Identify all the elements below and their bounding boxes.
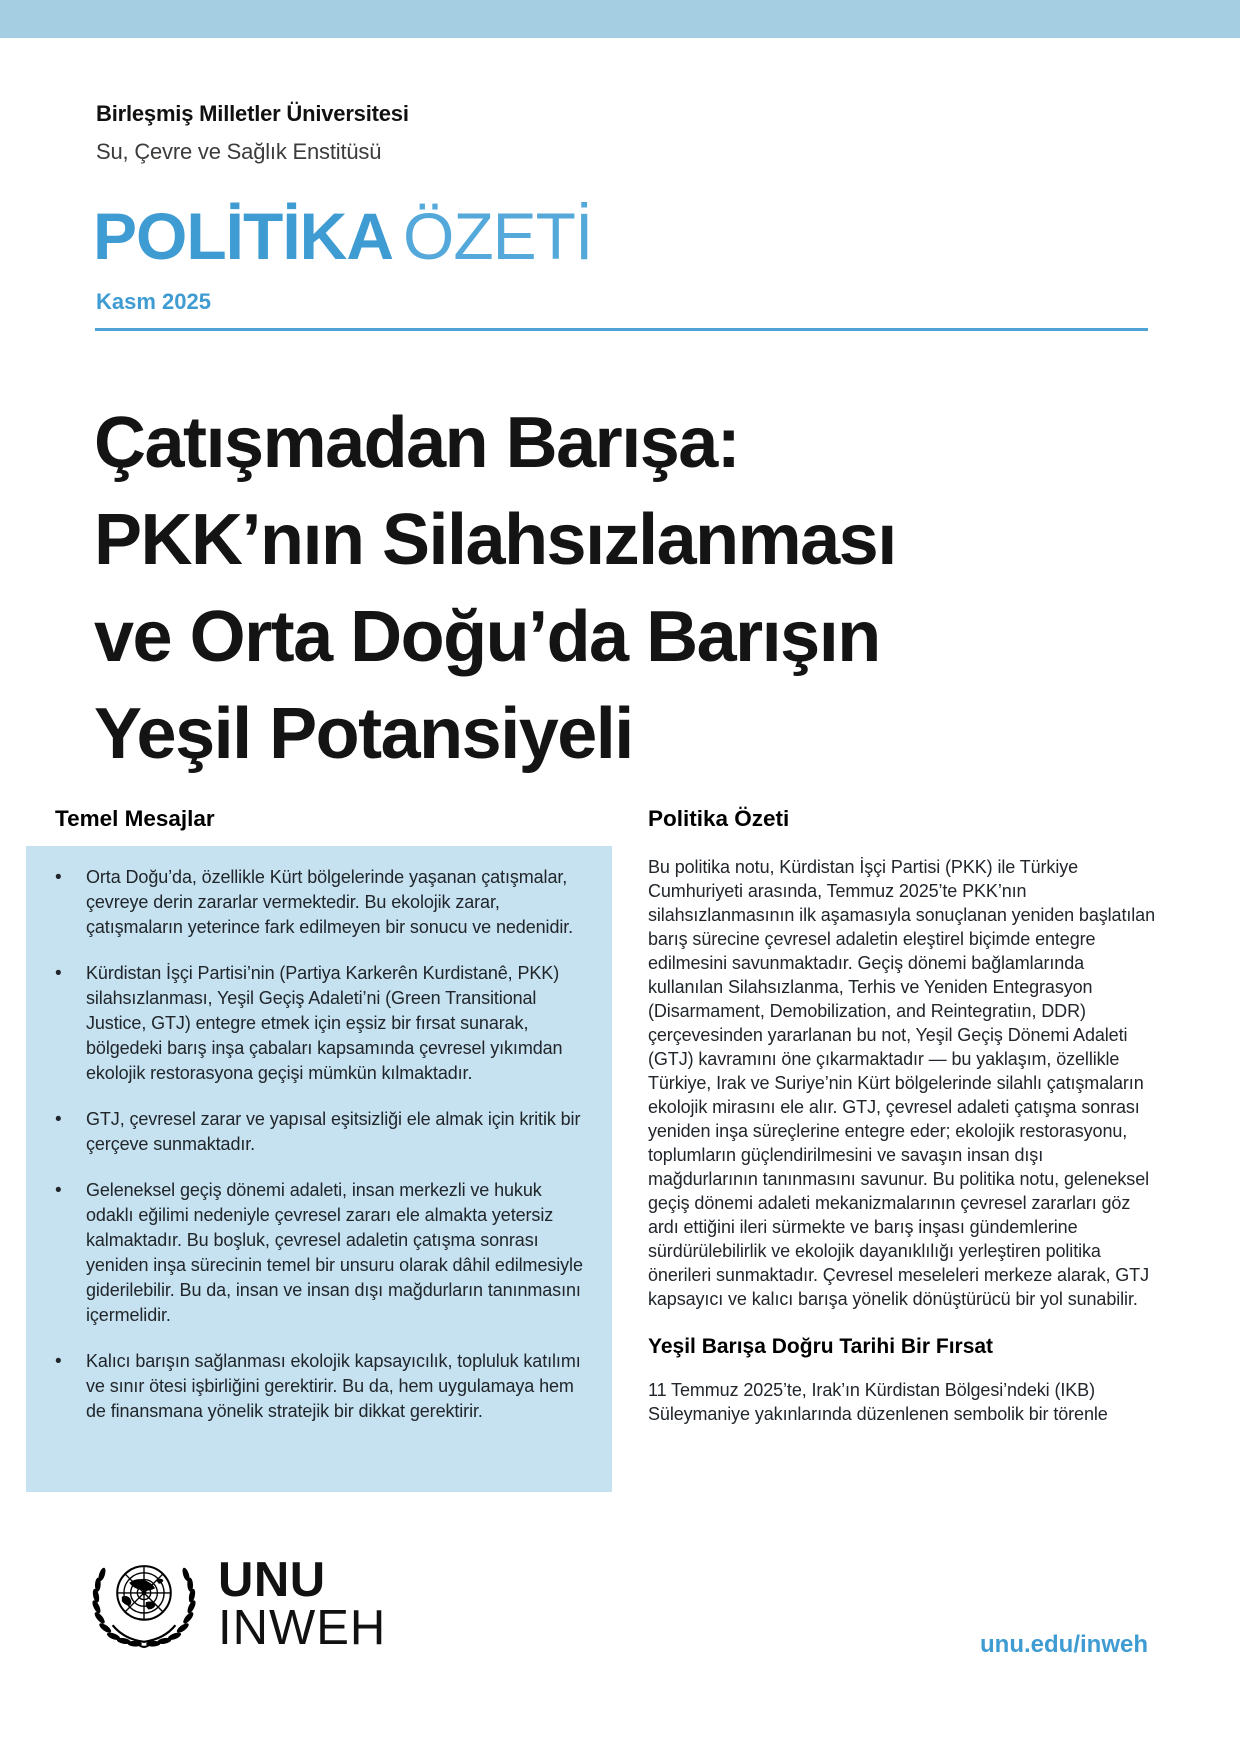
key-message-item: • Kürdistan İşçi Partisi’nin (Partiya Karkerên Kurdistanê, PKK) silahsızlanması, Yeşil Geçiş Adaleti’ni (Green Transitional Justice, GTJ) entegre etmek için eşsiz bir fırsat sunarak, bölgedeki barış inşa çabaları kapsamında çevresel yıkımdan ekolojik restorasyona geçişi mümkün kılmaktadır. <box>26 961 586 1086</box>
key-messages-box <box>26 846 612 1492</box>
logo-text-inweh: INWEH <box>218 1601 387 1655</box>
title-line-3: ve Orta Doğu’da Barışın <box>94 597 880 678</box>
brief-type-title <box>93 198 592 274</box>
policy-summary-heading: Politika Özeti <box>648 806 790 831</box>
university-name: Birleşmiş Milletler Üniversitesi <box>96 101 409 126</box>
policy-summary-paragraph: Bu politika notu, Kürdistan İşçi Partisi (PKK) ile Türkiye Cumhuriyeti arasında, Temmuz 2025’te PKK’nın silahsızlanmasının ilk aşamasıyla sonuçlanan yeniden başlatılan barış sürecine çevresel adaletin eleştirel biçimde entegre edilmesini savunmaktadır. Geçiş dönemi bağlamlarında kullanılan Silahsızlanma, Terhis ve Yeniden Entegrasyon (Disarmament, Demobilization, and Reintegratiın, DDR) çerçevesinden yararlanan bu not, Yeşil Geçiş Dönemi Adaleti (GTJ) kavramını öne çıkarmaktadır — bu yaklaşım, özellikle Türkiye, Irak ve Suriye’nin Kürt bölgelerinde silahlı çatışmaların ekolojik mirasını ele alır. GTJ, çevresel adaleti çatışma sonrası yeniden inşa süreçlerine entegre eder; ekolojik restorasyonu, toplumların güçlendirilmesini ve savaşın insan dışı mağdurlarının tanınmasını savunur. Bu politika notu, geleneksel geçiş dönemi adaleti mekanizmalarının çevresel zararları göz ardı ettiğini ileri sürmekte ve barış inşası gündemlerine sürdürülebilirlik ve ekolojik dayanıklılığı yerleştiren politika önerileri sunmaktadır. Çevresel meseleleri merkeze alarak, GTJ kapsayıcı ve kalıcı barışa yönelik dönüştürücü bir yol sunabilir. <box>648 857 1155 1309</box>
logo-text-unu: UNU <box>218 1553 326 1607</box>
key-message-item: • Geleneksel geçiş dönemi adaleti, insan merkezli ve hukuk odaklı eğilimi nedeniyle çevresel zararı ele almakta yetersiz kalmaktadır. Bu boşluk, çevresel adaletin çatışma sonrası yeniden inşa sürecinin temel bir unsuru olarak dâhil edilmesiyle giderilebilir. Bu da, insan ve insan dışı mağdurların tanınmasını içermelidir. <box>26 1178 586 1328</box>
key-messages-list <box>26 865 586 1424</box>
key-message-item: • GTJ, çevresel zarar ve yapısal eşitsizliği ele almak için kritik bir çerçeve sunmaktadır. <box>26 1107 586 1157</box>
un-emblem-icon <box>88 1556 200 1652</box>
brief-date: Kasm 2025 <box>96 289 211 314</box>
title-line-4: Yeşil Potansiyeli <box>94 694 633 775</box>
section-subheading: Yeşil Barışa Doğru Tarihi Bir Fırsat <box>648 1335 994 1358</box>
key-messages-heading: Temel Mesajlar <box>55 806 215 831</box>
brief-type-primary: POLİTİKA <box>93 199 393 273</box>
top-accent-bar <box>0 0 1240 38</box>
title-line-2: PKK’nın Silahsızlanması <box>94 500 896 581</box>
document-title <box>94 395 1104 783</box>
section-paragraph: 11 Temmuz 2025’te, Irak’ın Kürdistan Bölgesi’ndeki (IKB) Süleymaniye yakınlarında düzenlenen sembolik bir törenle <box>648 1380 1108 1424</box>
unu-inweh-logo <box>88 1554 460 1654</box>
title-line-1: Çatışmadan Barışa: <box>94 403 740 484</box>
key-message-item: • Kalıcı barışın sağlanması ekolojik kapsayıcılık, topluluk katılımı ve sınır ötesi işbirliğini gerektirir. Bu da, hem uygulamaya hem de finansmana yönelik stratejik bir dikkat gerektirir. <box>26 1349 586 1424</box>
website-link[interactable]: unu.edu/inweh <box>980 1631 1148 1658</box>
institute-name: Su, Çevre ve Sağlık Enstitüsü <box>96 139 382 164</box>
key-message-item: • Orta Doğu’da, özellikle Kürt bölgelerinde yaşanan çatışmalar, çevreye derin zararlar vermektedir. Bu ekolojik zarar, çatışmaların yeterince fark edilmeyen bir sonucu ve nedenidir. <box>26 865 586 940</box>
header-divider-rule <box>95 328 1148 331</box>
policy-summary-column <box>648 806 1155 1450</box>
brief-type-secondary: ÖZETİ <box>403 199 593 273</box>
